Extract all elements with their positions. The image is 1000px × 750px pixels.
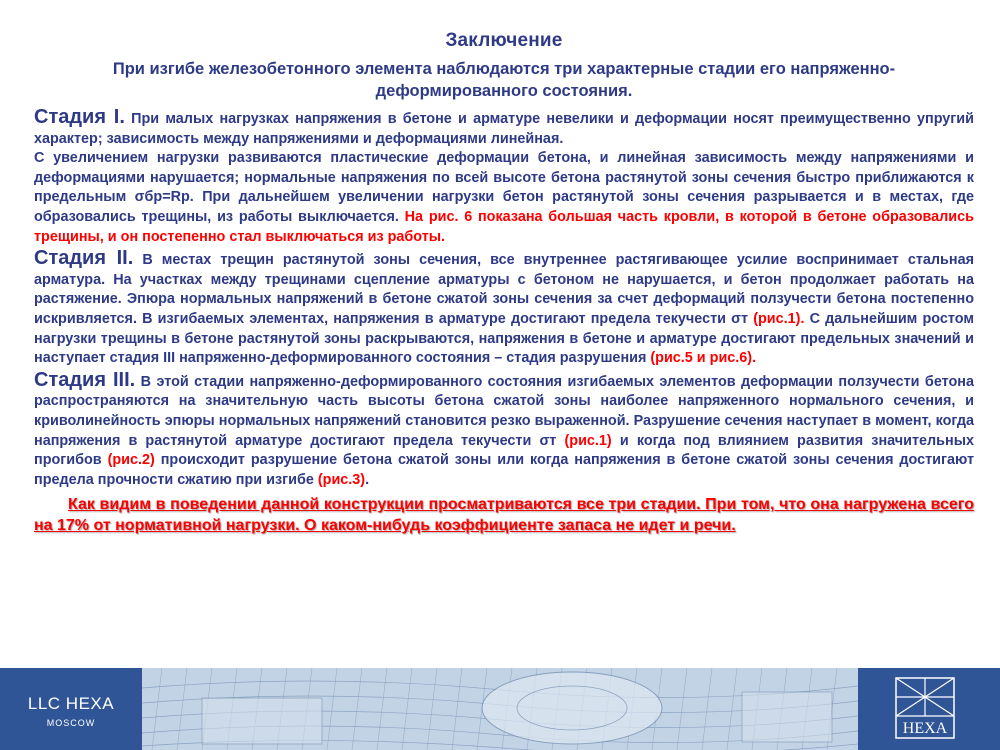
stage-3-text-3: происходит разрушение бетона сжатой зоны или когда напряжения в бетоне сжатой зоны сечения достигают предела прочности сжатию при изгибе (34, 452, 975, 488)
conclusion-paragraph (34, 494, 974, 536)
stage-2-ref-2: (рис.5 и рис.6). (650, 350, 757, 367)
stage-2-text: В местах трещин растянутой зоны сечения, все внутреннее растягивающее усилие воспринимает стальная арматура. На участках между трещинами сцепление арматуры с бетоном не нарушается, и бетон продолжает работать на растяжение. Эпюра нормальных напряжений в бетоне сжатой зоны сечения за счет деформаций ползучести бетона постепенно искривляется. В изгибаемых элементах, напряжения в арматуре достигают предела текучести σт (34, 252, 974, 327)
stage-3-ref-1: (рис.1) (564, 432, 612, 449)
stage-3-label: Стадия III. (34, 368, 136, 391)
conclusion-text: Как видим в поведении данной конструкции просматриваются все три стадии. При том, что она нагружена всего на 17% от нормативной нагрузки. О каком-нибудь коэффициенте запаса не идет и речи. (34, 496, 974, 535)
logo-text: HEXA (902, 720, 948, 737)
stage-3-text-4: . (365, 471, 370, 488)
stage-3-text-2: и когда под влиянием развития значительных прогибов (34, 432, 975, 469)
stage-2-paragraph (34, 247, 974, 369)
stage-3-text: В этой стадии напряженно-деформированного состояния изгибаемых элементов деформации ползучести бетона распространяются на значительную часть высоты бетона сжатой зоны наиболее напряженного нормального сечения, и криволинейность эпюры нормальных напряжений становится резко выраженной. Разрушение сечения наступает в момент, когда напряжения в растянутой арматуре достигают предела текучести σт (34, 373, 974, 449)
stage-3-ref-3: (рис.3) (317, 471, 366, 488)
stage-1-note: На рис. 6 показана большая часть кровли, в которой в бетоне образовались трещины, и он постепенно стал выключаться из работы. (34, 208, 975, 245)
stage-1-label: Стадия I. (34, 106, 125, 128)
stage-1-text: При малых нагрузках напряжения в бетоне и арматуре невелики и деформации носят преимущественно упругий характер; зависимость между напряжениями и деформациями линейная. (34, 111, 974, 147)
stage-1-text-2: С увеличением нагрузки развиваются пластические деформации бетона, и линейная зависимость между напряжениями и деформациями нарушается; нормальные напряжения по всей высоте бетона растянутой зоны сечения быстро приближаются к предельным σбр=Rр. При дальнейшем увеличении нагрузки бетон растянутой зоны сечения разрывается и в местах, где образовались трещины, из работы выключается. (34, 150, 974, 225)
hexa-logo (894, 676, 956, 740)
stage-3-ref-2: (рис.2) (107, 452, 155, 469)
footer-brand-block (0, 668, 142, 750)
company-city: MOSCOW (46, 718, 96, 728)
page-title: Заключение (445, 30, 563, 51)
stage-2-text-2: С дальнейшим ростом нагрузки трещины в бетоне растянутой зоны раскрываются, напряжения в бетоне и арматуре достигают предельных значений и наступает стадия III напряженно-деформированного состояния – стадия разрушения (34, 310, 974, 367)
footer-mesh-image (142, 668, 858, 750)
page-subtitle: При изгибе железобетонного элемента наблюдаются три характерные стадии его напряженно-деформированного состояния. (112, 60, 896, 100)
stage-2-label: Стадия II. (34, 247, 134, 270)
stage-1-continuation (34, 149, 974, 247)
company-name: LLC HEXA (27, 694, 115, 713)
stage-2-ref-1: (рис.1). (753, 310, 805, 327)
fem-mesh-illustration (142, 668, 858, 750)
stage-3-paragraph (34, 369, 974, 491)
stage-1-paragraph (34, 106, 974, 149)
slide-content (34, 30, 974, 536)
footer-logo-block (858, 668, 1000, 750)
footer-bar (0, 668, 1000, 750)
